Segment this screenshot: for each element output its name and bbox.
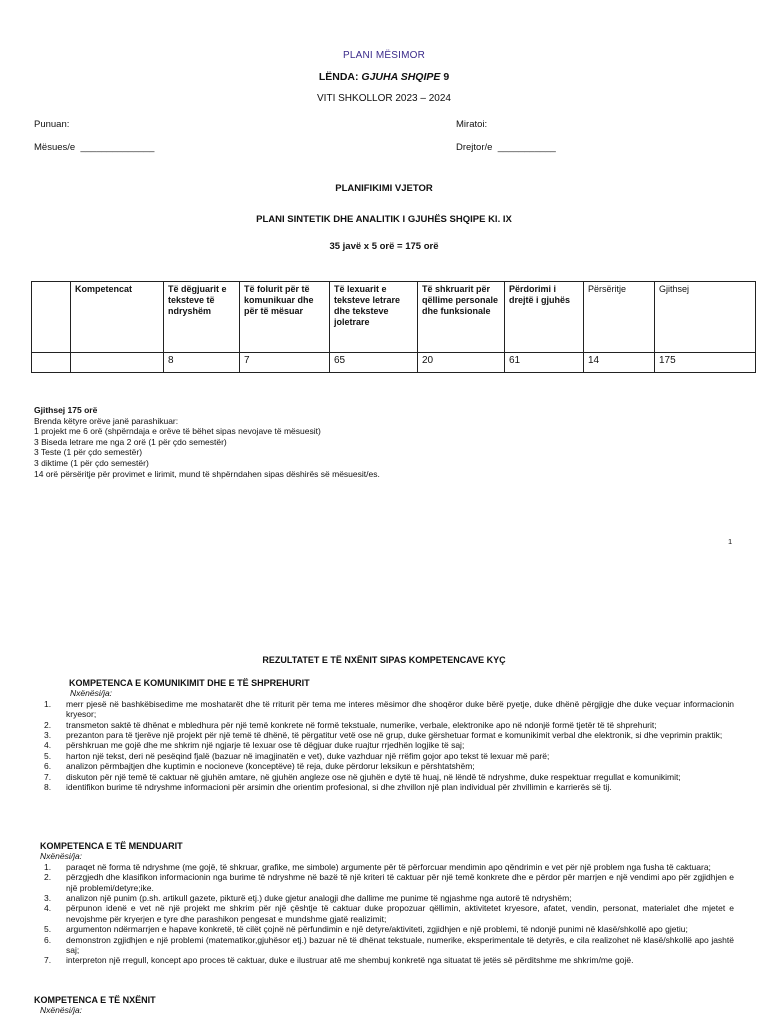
section-heading: KOMPETENCA E TË MENDUARIT xyxy=(40,841,183,851)
item-text: diskuton për një temë të caktuar në gjuhën amtare, në gjuhën angleze ose në gjuhën e dytë të huaj, në lëndë të ndryshme, duke respektuar rregullat e komunikimit; xyxy=(66,771,681,782)
item-number: 5. xyxy=(44,924,52,935)
table-cell: 175 xyxy=(655,353,756,373)
item-text: identifikon burime të ndryshme informacioni për arsimin dhe orientim profesional, si dhe zhvillon një plan individual për zhvillimin e karrierës së tij. xyxy=(66,782,612,793)
note-line: 1 projekt me 6 orë (shpërndaja e orëve të bëhet sipas nevojave të mësuesit) xyxy=(34,426,321,437)
table-cell: 65 xyxy=(330,353,418,373)
item-number: 4. xyxy=(44,740,52,751)
school-year: VITI SHKOLLOR 2023 – 2024 xyxy=(317,93,451,104)
table-cell xyxy=(32,353,71,373)
note-line: 14 orë përsëritje për provimet e lirimit, mund të shpërndahen sipas dëshirës së mësuesit/es. xyxy=(34,468,380,479)
list-item xyxy=(40,955,734,965)
item-number: 6. xyxy=(44,761,52,772)
item-number: 1. xyxy=(44,861,52,872)
note-line: 3 diktime (1 për çdo semestër) xyxy=(34,457,149,468)
table-header-cell: Të folurit për të komunikuar dhe për të mësuar xyxy=(240,282,330,353)
item-text: transmeton saktë të dhënat e mbledhura për një temë konkrete në formë tekstuale, numerike, verbale, elektronike apo në ndonjë formë tjetër të të shprehurit; xyxy=(66,719,657,730)
competence-section xyxy=(40,678,734,792)
item-number: 1. xyxy=(44,698,52,709)
table-header-row xyxy=(32,282,756,353)
table-cell: 61 xyxy=(505,353,584,373)
item-text: demonstron zgjidhjen e një problemi (matematikor,gjuhësor etj.) bazuar në të dhënat tekstuale, numerike, eksperimentale të detyrës, e cila realizohet në klasë/shkollë apo jashtë saj; xyxy=(66,934,734,956)
list-item xyxy=(40,862,734,872)
approved-label: Miratoi: xyxy=(456,119,488,130)
outcome-list xyxy=(40,699,734,793)
teacher-label: Mësues/e xyxy=(34,142,76,153)
list-item xyxy=(40,730,734,740)
list-item xyxy=(40,772,734,782)
table-header-cell: Të shkruarit për qëllime personale dhe funksionale xyxy=(418,282,505,353)
item-number: 3. xyxy=(44,730,52,741)
page-number: 1 xyxy=(728,537,733,546)
results-title: REZULTATET E TË NXËNIT SIPAS KOMPETENCAVE KYÇ xyxy=(262,655,506,665)
item-number: 3. xyxy=(44,893,52,904)
item-text: përzgjedh dhe klasifikon informacionin nga burime të ndryshme në bazë të një kriteri të caktuar për një temë konkrete dhe e përdor për marrjen e një vendimi apo për zgjidhjen e një problemi/detyre;ike. xyxy=(66,872,734,893)
note-line: Brenda këtyre orëve janë parashikuar: xyxy=(34,415,179,426)
table-header-cell xyxy=(32,282,71,353)
notes-total: Gjithsej 175 orë xyxy=(34,405,98,415)
table-row xyxy=(32,353,756,373)
section-sub: Nxënësi/ja: xyxy=(70,688,113,699)
list-item xyxy=(40,720,734,730)
table-header-cell: Përdorimi i drejtë i gjuhës xyxy=(505,282,584,353)
table-header-cell: Të dëgjuarit e teksteve të ndryshëm xyxy=(164,282,240,353)
item-text: përshkruan me gojë dhe me shkrim një ngjarje të lexuar ose të dëgjuar duke ruajtur rrjedhën logjike të saj; xyxy=(66,740,465,751)
item-number: 6. xyxy=(44,934,52,945)
teacher-signature xyxy=(34,142,154,153)
item-number: 4. xyxy=(44,903,52,914)
director-blank: ___________ xyxy=(497,142,556,153)
list-item xyxy=(40,751,734,761)
item-number: 2. xyxy=(44,719,52,730)
item-text: analizon një punim (p.sh. artikull gazete, pikturë etj.) duke gjetur analogji dhe dallime me punime të ngjashme nga autorë të ndryshëm; xyxy=(66,893,572,904)
notes-block xyxy=(34,405,380,479)
list-item xyxy=(40,924,734,934)
item-number: 8. xyxy=(44,782,52,793)
subject-line xyxy=(0,71,768,83)
item-number: 5. xyxy=(44,750,52,761)
item-text: merr pjesë në bashkëbisedime me moshatarët dhe të rriturit për tema me interes mësimor dhe shoqëror duke bërë pyetje, duke dhënë përgjigje dhe duke veçuar informacionin kryesor; xyxy=(66,698,734,720)
section-sub: Nxënësi/ja: xyxy=(40,851,83,862)
prepared-label: Punuan: xyxy=(34,119,70,130)
item-text: prezanton para të tjerëve një projekt për një temë të dhënë, të përgatitur vetë ose në grup, duke gërshetuar format e komunikimit verbal dhe elektronik, si dhe veprimin praktik; xyxy=(66,730,723,741)
note-line: 3 Biseda letrare me nga 2 orë (1 për çdo semestër) xyxy=(34,436,227,447)
table-header-cell: Përsëritje xyxy=(584,282,655,353)
outcome-list xyxy=(40,862,734,966)
item-number: 7. xyxy=(44,955,52,966)
subject-name: GJUHA SHQIPE xyxy=(361,71,441,83)
subject-label: LËNDA: xyxy=(318,71,359,83)
table-cell: 7 xyxy=(240,353,330,373)
list-item xyxy=(40,935,734,956)
teacher-blank: ______________ xyxy=(80,142,155,153)
section-heading: KOMPETENCA E KOMUNIKIMIT DHE E TË SHPREHURIT xyxy=(69,678,310,688)
table-header-cell: Kompetencat xyxy=(71,282,164,353)
note-line: 3 Teste (1 për çdo semestër) xyxy=(34,447,143,458)
list-item xyxy=(40,903,734,924)
item-text: harton një tekst, deri në pesëqind fjalë (bazuar në imagjinatën e vet), duke vazhduar një rrëfim gojor apo tekst të lexuar më parë; xyxy=(66,750,550,761)
section-heading: KOMPETENCA E TË NXËNIT xyxy=(34,995,156,1005)
table-cell: 8 xyxy=(164,353,240,373)
director-label: Drejtor/e xyxy=(456,142,493,153)
list-item xyxy=(40,782,734,792)
list-item xyxy=(40,740,734,750)
annual-plan-title: PLANIFIKIMI VJETOR xyxy=(335,183,433,194)
table-cell: 14 xyxy=(584,353,655,373)
director-signature xyxy=(456,142,556,153)
competence-section xyxy=(40,841,734,966)
subject-grade: 9 xyxy=(443,71,450,83)
item-text: përpunon idenë e vet në një projekt me shkrim për një çështje të caktuar duke propozuar qëllimin, aktivitetet kryesore, afatet, vendin, personat, materialet dhe mjetet e nevojshme për kryerjen e tyre dhe parashikon pengesat e mundshme gjatë realizimit; xyxy=(66,903,734,924)
section-sub: Nxënësi/ja: xyxy=(40,1005,83,1016)
hours-table xyxy=(31,281,756,373)
item-text: analizon përmbajtjen dhe kuptimin e nocioneve (konceptëve) të reja, duke përdorur leksikun e përshtatshëm; xyxy=(66,761,475,772)
plan-title: PLANI MËSIMOR xyxy=(342,50,426,61)
list-item xyxy=(40,699,734,720)
competence-section xyxy=(34,995,728,1016)
list-item xyxy=(40,761,734,771)
hours-summary: 35 javë x 5 orë = 175 orë xyxy=(329,241,439,252)
item-number: 2. xyxy=(44,872,52,883)
table-header-cell: Gjithsej xyxy=(655,282,756,353)
annual-plan-subtitle: PLANI SINTETIK DHE ANALITIK I GJUHËS SHQIPE Kl. IX xyxy=(256,214,512,225)
item-text: paraqet në forma të ndryshme (me gojë, të shkruar, grafike, me simbole) argumente për të përforcuar mendimin apo qëndrimin e vet për një problem nga fusha të caktuara; xyxy=(66,861,711,872)
table-cell: 20 xyxy=(418,353,505,373)
item-number: 7. xyxy=(44,771,52,782)
table-header-cell: Të lexuarit e teksteve letrare dhe teksteve joletrare xyxy=(330,282,418,353)
list-item xyxy=(40,893,734,903)
list-item xyxy=(40,872,734,893)
item-text: interpreton një rregull, koncept apo proces të caktuar, duke e ilustruar atë me shembuj konkretë nga situatat të jetës së përditshme me shkrim/me gojë. xyxy=(66,955,634,966)
item-text: argumenton ndërmarrjen e hapave konkretë, të cilët çojnë në përfundimin e një detyre/aktiviteti, zgjidhjen e një problemi, të ndonjë punimi në klasë/shkollë apo gjetiu; xyxy=(66,924,688,935)
table-cell xyxy=(71,353,164,373)
